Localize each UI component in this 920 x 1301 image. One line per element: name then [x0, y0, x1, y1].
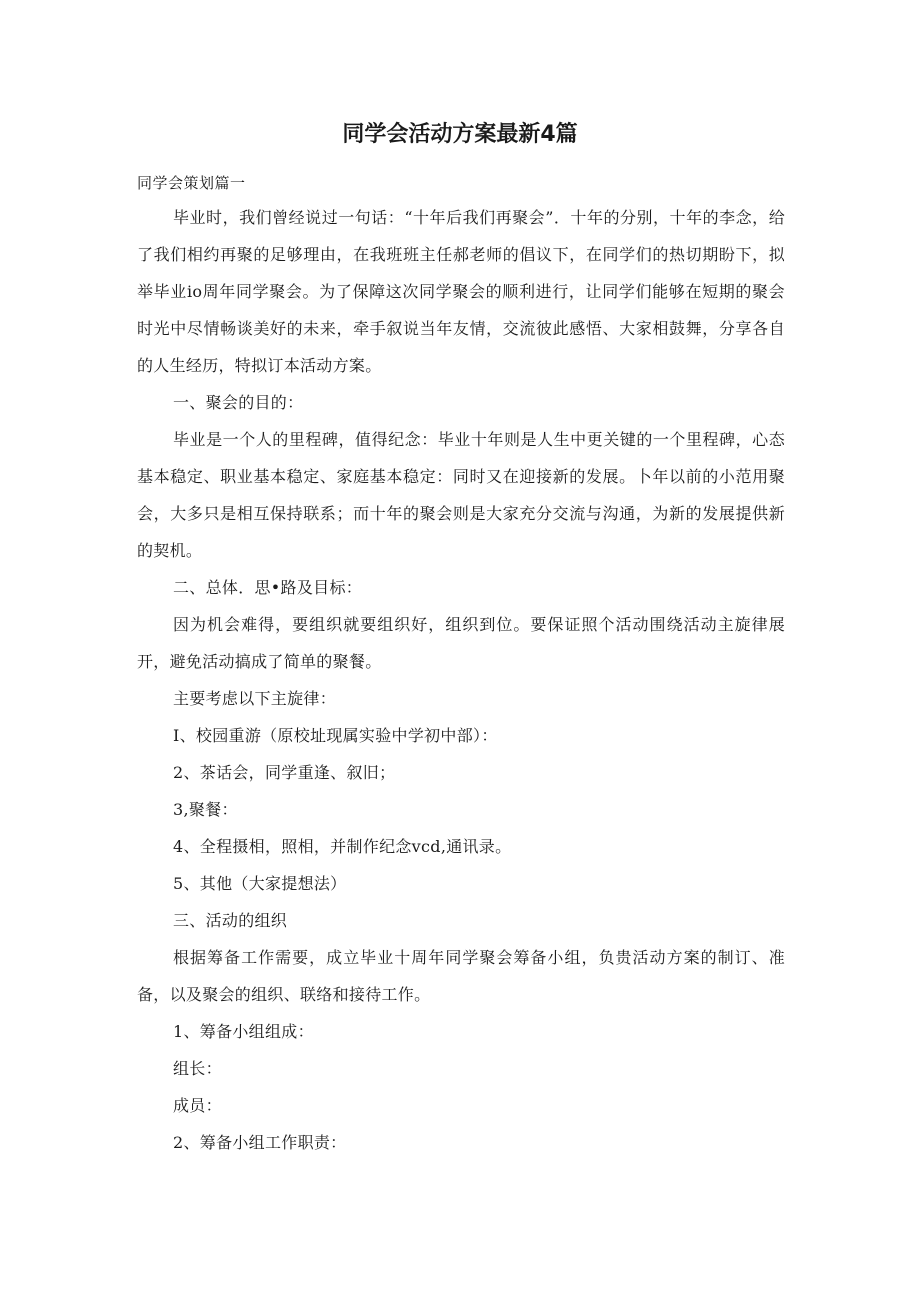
document-title: 同学会活动方案最新4篇	[342, 122, 578, 147]
heading-approach: 二、总体．思•路及目标：	[173, 578, 363, 597]
theme-item-4: 4、全程摄相，照相，并制作纪念vcd,通讯录。	[173, 837, 512, 856]
group-members: 成员：	[173, 1096, 222, 1115]
themes-intro: 主要考虑以下主旋律：	[173, 689, 337, 708]
theme-item-1: I、校园重游（原校址现属实验中学初中部）：	[173, 726, 498, 745]
section-heading: 同学会策划篇一	[137, 174, 246, 192]
purpose-paragraph: 毕业是一个人的里程碑，值得纪念：毕业十年则是人生中更关键的一个里程碑，心态基本稳定、职业基本稳定、家庭基本稳定：同时又在迎接新的发展。卜年以前的小范用聚会，大多只是相互保持联系；而十年的聚会则是大家充分交流与沟通，为新的发展提供新的契机。	[137, 430, 785, 560]
document-body	[137, 170, 785, 1161]
theme-item-2: 2、茶话会，同学重逢、叙旧；	[173, 763, 396, 782]
theme-item-5: 5、其他（大家提想法）	[173, 874, 347, 893]
heading-organization: 三、活动的组织	[173, 911, 288, 930]
heading-purpose: 一、聚会的目的：	[173, 393, 304, 412]
group-leader: 组长：	[173, 1059, 222, 1078]
group-duties: 2、筹备小组工作职责：	[173, 1133, 347, 1152]
approach-paragraph: 因为机会难得，要组织就要组织好，组织到位。要保证照个活动围绕活动主旋律展开，避免活动搞成了简单的聚餐。	[137, 615, 785, 671]
group-composition: 1、筹备小组组成：	[173, 1022, 314, 1041]
organization-paragraph: 根据筹备工作需要，成立毕业十周年同学聚会筹备小组，负贵活动方案的制订、准备，以及聚会的组织、联络和接待工作。	[137, 948, 785, 1004]
theme-item-3: 3,聚餐：	[173, 800, 238, 819]
intro-paragraph: 毕业时，我们曾经说过一句话：“十年后我们再聚会”．十年的分别，十年的李念，给了我们相约再聚的足够理由，在我班班主任郝老师的倡议下，在同学们的热切期盼下，拟举毕业io周年同学聚会。为了保障这次同学聚会的顺利进行，让同学们能够在短期的聚会时光中尽情畅谈美好的未来，牵手叙说当年友情，交流彼此感悟、大家相鼓舞，分享各自的人生经历，特拟订本活动方案。	[137, 208, 785, 375]
